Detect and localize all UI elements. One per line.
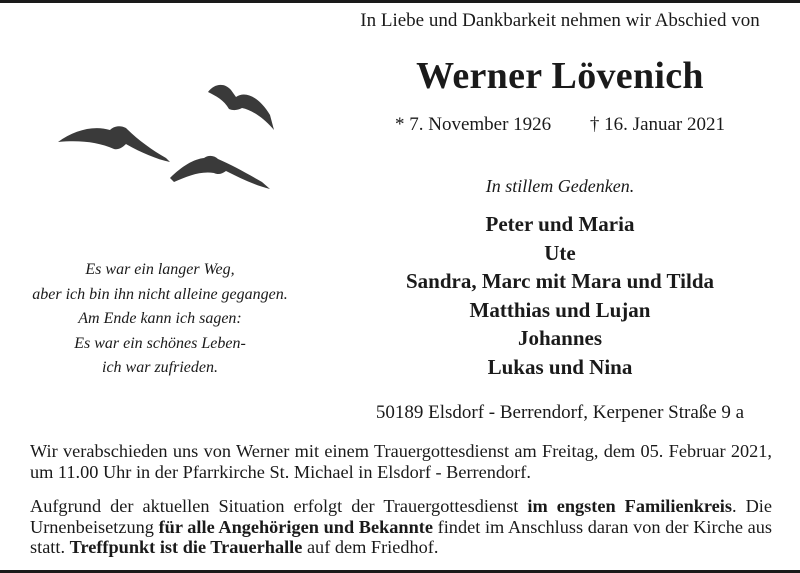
- mourner-name: Peter und Maria: [485, 212, 635, 236]
- memory-line: In stillem Gedenken.: [485, 176, 635, 196]
- burial-text: Aufgrund der aktuellen Situation erfolgt der Trauergottesdienst: [30, 496, 528, 516]
- service-paragraph: Wir verabschieden uns von Werner mit einem Trauergottesdienst am Freitag, dem 05. Februar 2021, um 11.00 Uhr in der Pfarrkirche St. Michael in Elsdorf - Berrendorf.: [30, 441, 772, 482]
- burial-text: auf dem Friedhof.: [302, 537, 439, 557]
- burial-text: . Die Urnenbeisetzung: [30, 496, 772, 537]
- burial-emphasis: Treffpunkt ist die Trauerhalle: [69, 537, 303, 557]
- life-dates: [330, 114, 790, 136]
- burial-text: findet im Anschluss daran von der Kirche aus statt.: [30, 516, 772, 557]
- mourner-name: Matthias und Lujan: [469, 297, 651, 322]
- intro-line: In Liebe und Dankbarkeit nehmen wir Abschied von: [360, 10, 760, 31]
- birth-date: * 7. November 1926: [394, 114, 552, 135]
- top-border-rule: [0, 0, 800, 3]
- poem-line: aber ich bin ihn nicht alleine gegangen.: [32, 285, 288, 303]
- bird-right: [170, 156, 270, 189]
- mourner-name: Johannes: [517, 326, 603, 351]
- burial-paragraph: [30, 496, 772, 558]
- mourner-name: Ute: [544, 240, 576, 265]
- bird-left: [58, 126, 170, 162]
- deceased-name: Werner Lövenich: [416, 55, 704, 97]
- poem-line: Es war ein schönes Leben-: [74, 334, 246, 352]
- poem-line: Es war ein langer Weg,: [85, 261, 235, 278]
- poem: [30, 258, 290, 381]
- family-address: 50189 Elsdorf - Berrendorf, Kerpener Straße 9 a: [375, 402, 745, 423]
- death-date: † 16. Januar 2021: [589, 114, 726, 135]
- burial-emphasis: für alle Angehörigen und Bekannte: [158, 516, 433, 537]
- bird-upper: [208, 85, 274, 130]
- poem-line: ich war zufrieden.: [102, 359, 218, 376]
- mourner-name: Lukas und Nina: [487, 354, 633, 379]
- burial-emphasis: im engsten Familienkreis: [527, 496, 732, 516]
- mourners-list: [330, 210, 790, 382]
- mourner-name: Sandra, Marc mit Mara und Tilda: [405, 269, 715, 294]
- poem-line: Am Ende kann ich sagen:: [78, 310, 242, 327]
- seagulls-icon: [48, 70, 298, 200]
